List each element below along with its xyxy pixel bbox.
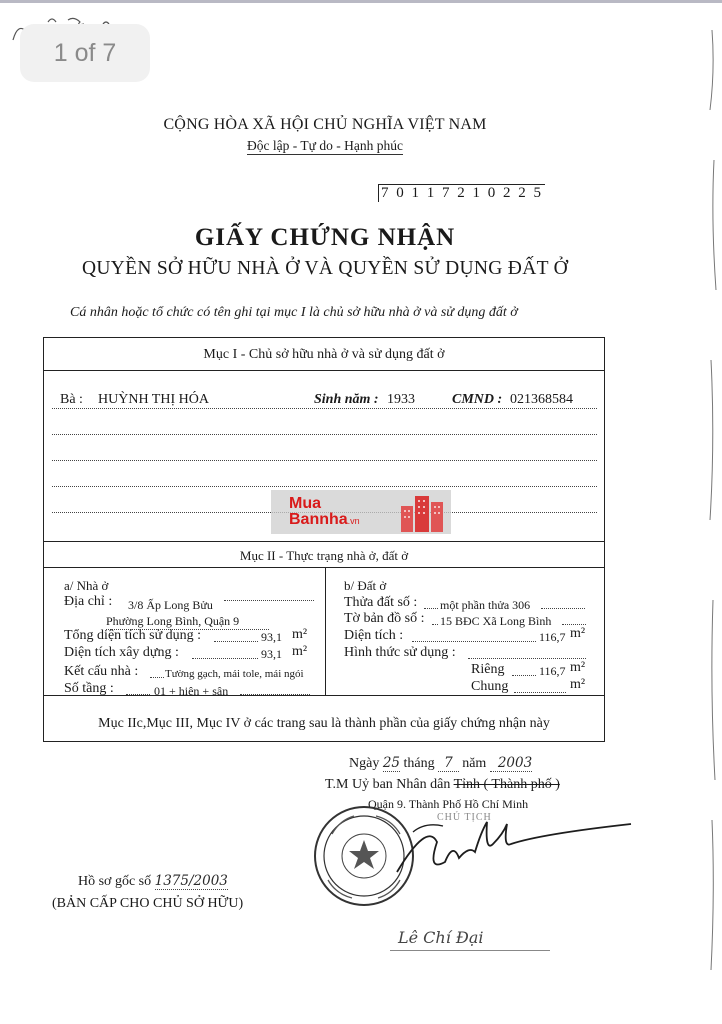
divider: [44, 695, 604, 696]
total-area-value: 93,1: [261, 630, 282, 644]
parcel-value: một phần thửa 306: [440, 598, 531, 612]
dotted-line: [52, 408, 597, 409]
authority-struck: Tỉnh ( Thành phố ): [453, 777, 560, 792]
document-title: GIẤY CHỨNG NHẬN: [194, 224, 456, 251]
birth-year: 1933: [387, 392, 415, 407]
record-label: Hồ sơ gốc số: [78, 874, 152, 889]
private-area-value: 116,7: [539, 664, 566, 678]
address-line2: Phường Long Bình, Quận 9: [106, 614, 269, 630]
record-line: [78, 873, 228, 890]
dotted-line: [52, 460, 597, 461]
land-area-label: Diện tích :: [344, 628, 404, 643]
watermark-line1: Mua: [289, 495, 321, 512]
watermark-suffix: .vn: [347, 516, 360, 526]
date-line: [349, 755, 532, 772]
divider: [44, 567, 604, 568]
serial-number: [378, 184, 545, 202]
shared-label: Chung: [471, 679, 509, 694]
land-area-unit: m²: [570, 626, 586, 641]
section2-heading: Mục II - Thực trạng nhà ở, đất ở: [239, 548, 409, 563]
chairman-title: CHỦ TỊCH: [437, 812, 492, 823]
top-border: [0, 0, 722, 3]
footer-note: Mục IIc,Mục III, Mục IV ở các trang sau là thành phần của giấy chứng nhận này: [98, 716, 550, 731]
divider: [44, 370, 604, 371]
private-area-unit: m²: [570, 660, 586, 675]
section1-heading: Mục I - Chủ sở hữu nhà ở và sử dụng đất ở: [203, 347, 445, 362]
date-month: 7: [438, 755, 459, 772]
built-area-unit: m²: [292, 644, 308, 659]
national-motto: [0, 138, 650, 154]
total-area-label: Tổng diện tích sử dụng :: [64, 628, 202, 643]
house-heading: a/ Nhà ở: [64, 578, 109, 593]
divider: [44, 541, 604, 542]
id-label: CMND :: [452, 392, 503, 407]
id-number: 021368584: [510, 392, 573, 407]
date-year: 2003: [490, 755, 532, 772]
structure-label: Kết cấu nhà :: [64, 664, 139, 679]
map-value: 15 BĐC Xã Long Bình: [440, 614, 552, 628]
authority-prefix: T.M Uỷ ban Nhân dân: [325, 777, 451, 792]
land-area-value: 116,7: [539, 630, 566, 644]
watermark-line2: Bannha: [289, 511, 348, 528]
page-counter[interactable]: 1 of 7: [20, 24, 150, 82]
address-line1: 3/8 Ấp Long Bửu: [128, 598, 213, 612]
page-edge-marks: [698, 0, 722, 1024]
document-subtitle: QUYỀN SỞ HỮU NHÀ Ở VÀ QUYỀN SỬ DỤNG ĐẤT Ở: [81, 258, 568, 279]
floors-label: Số tầng :: [64, 681, 114, 696]
floors-value: 01 + hiên + sân: [154, 684, 229, 698]
building-icon: [399, 492, 445, 532]
built-area-label: Diện tích xây dựng :: [64, 645, 179, 660]
built-area-value: 93,1: [261, 647, 282, 661]
date-day: 25: [382, 755, 401, 771]
private-label: Riêng: [471, 662, 505, 677]
map-label: Tờ bản đồ số :: [344, 611, 425, 626]
motto-text: Độc lập - Tự do - Hạnh phúc: [247, 138, 403, 153]
date-year-label: năm: [462, 756, 487, 771]
district-line: Quận 9. Thành Phố Hồ Chí Minh: [368, 797, 529, 811]
signer-name: Lê Chí Đại: [398, 928, 484, 947]
owner-name: HUỲNH THỊ HÓA: [98, 392, 209, 407]
serial-digits: 7 0 1 1 7 2 1 0 2 2 5: [378, 184, 545, 202]
shared-area-unit: m²: [570, 677, 586, 692]
date-day-label: Ngày: [349, 756, 380, 771]
intro-text: Cá nhân hoặc tổ chức có tên ghi tại mục I là chủ sở hữu nhà ở và sử dụng đất ở: [70, 305, 518, 320]
watermark-logo-text: [289, 496, 360, 529]
usage-label: Hình thức sử dụng :: [344, 645, 456, 660]
structure-value: Tường gạch, mái tole, mái ngói: [165, 668, 304, 680]
record-number: 1375/2003: [154, 873, 228, 889]
dotted-line: [52, 434, 597, 435]
copy-note: (BẢN CẤP CHO CHỦ SỞ HỮU): [52, 896, 244, 911]
authority-line: [325, 777, 560, 793]
address-label: Địa chỉ :: [64, 594, 113, 609]
signature-icon: [395, 812, 635, 892]
column-divider: [325, 567, 326, 695]
country-heading: CỘNG HÒA XÃ HỘI CHỦ NGHĨA VIỆT NAM: [163, 116, 487, 133]
total-area-unit: m²: [292, 627, 308, 642]
land-heading: b/ Đất ở: [344, 578, 387, 593]
owner-prefix: Bà: [60, 392, 76, 407]
dotted-line: [52, 486, 597, 487]
mua-bannha-watermark: [271, 490, 451, 534]
date-month-label: tháng: [403, 756, 435, 771]
certificate-box: Mục I - Chủ sở hữu nhà ở và sử dụng đất ở Bà : HUỲNH THỊ HÓA Sinh năm : 1933 CMND : 021368584 Mục II - Thực trạng nhà ở, đất ở a/ Nhà ở Địa chỉ : 3/8 Ấp Long Bửu Phường Long Bình, Quận 9 Tổng diện tích sử dụng : 93,1 m² Diện tích xây dựng : 93,1 m² Kết cấu nhà : Tường gạch, mái tole, mái ngói Số tầng : 01 + hiên + sân b/ Đất ở Thửa đất số : một phần thửa 306 Tờ bản đồ số : 15 BĐC Xã Long Bình Diện tích : 116,7 m² Hình thức sử dụng : Riêng 116,7 m² Chung m² Mục IIc,Mục III, Mục IV ở các trang sau là thành phần của giấy chứng nhận này: [43, 337, 605, 742]
parcel-label: Thửa đất số :: [344, 595, 418, 610]
signer-underline: [390, 950, 550, 951]
birth-label: Sinh năm :: [314, 392, 379, 407]
